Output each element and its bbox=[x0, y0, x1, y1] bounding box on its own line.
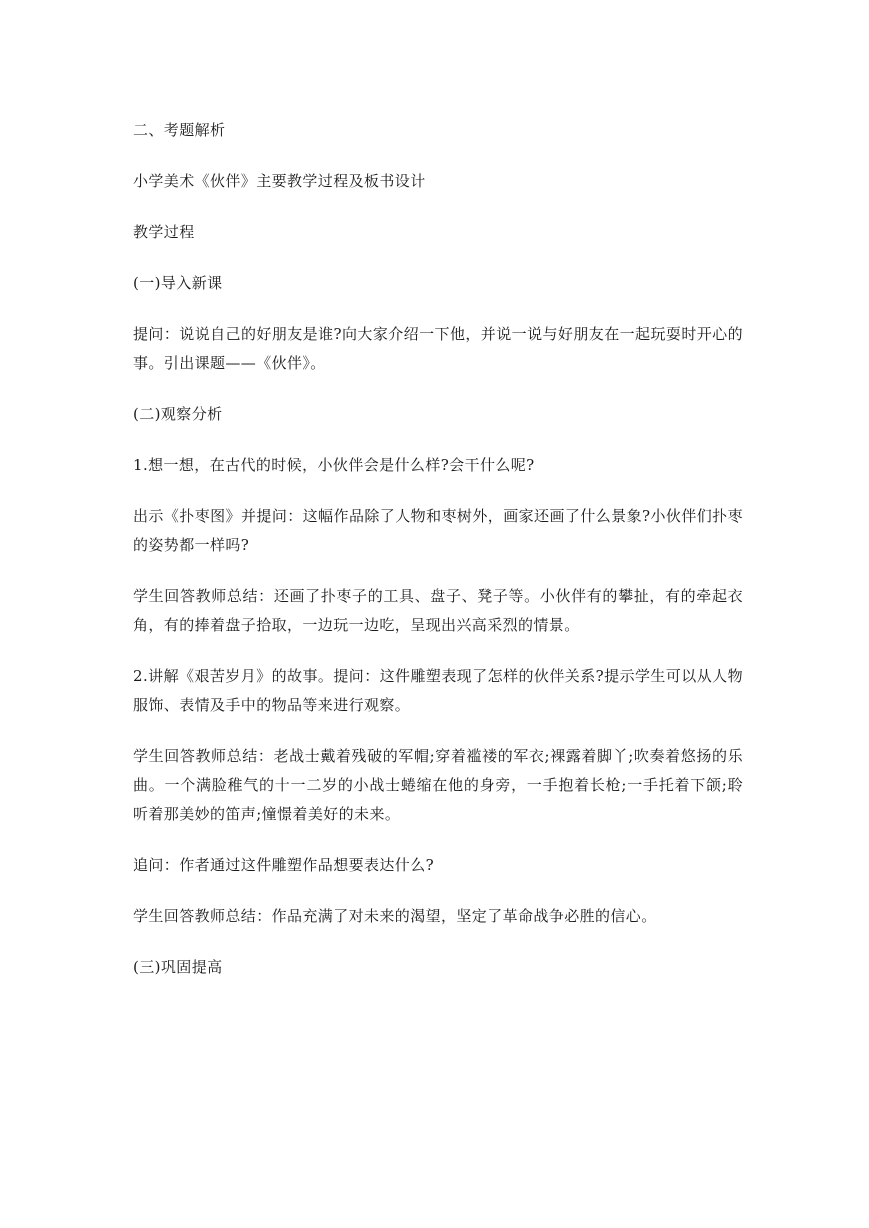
paragraph: 提问：说说自己的好朋友是谁?向大家介绍一下他，并说一说与好朋友在一起玩耍时开心的事。引出课题——《伙伴》。 bbox=[133, 325, 743, 372]
paragraph: 学生回答教师总结：作品充满了对未来的渴望，坚定了革命战争必胜的信心。 bbox=[133, 907, 657, 925]
step-heading-3: (三)巩固提高 bbox=[133, 958, 223, 976]
document-body bbox=[133, 116, 743, 1004]
subheading-teaching-process: 教学过程 bbox=[133, 223, 195, 241]
step-heading-1: (一)导入新课 bbox=[133, 274, 223, 292]
paragraph: 1.想一想，在古代的时候，小伙伴会是什么样?会干什么呢? bbox=[133, 456, 535, 474]
paragraph: 学生回答教师总结：还画了扑枣子的工具、盘子、凳子等。小伙伴有的攀扯，有的牵起衣角，有的捧着盘子拾取，一边玩一边吃，呈现出兴高采烈的情景。 bbox=[133, 587, 743, 634]
section-heading: 二、考题解析 bbox=[133, 121, 226, 139]
paragraph: 学生回答教师总结：老战士戴着残破的军帽;穿着褴褛的军衣;裸露着脚丫;吹奏着悠扬的乐曲。一个满脸稚气的十一二岁的小战士蜷缩在他的身旁，一手抱着长枪;一手托着下颌;聆听着那美妙的笛声;憧憬着美好的未来。 bbox=[133, 747, 743, 823]
lesson-title: 小学美术《伙伴》主要教学过程及板书设计 bbox=[133, 172, 426, 190]
paragraph: 追问：作者通过这件雕塑作品想要表达什么? bbox=[133, 856, 435, 874]
paragraph: 出示《扑枣图》并提问：这幅作品除了人物和枣树外，画家还画了什么景象?小伙伴们扑枣的姿势都一样吗? bbox=[133, 507, 743, 554]
step-heading-2: (二)观察分析 bbox=[133, 405, 223, 423]
paragraph: 2.讲解《艰苦岁月》的故事。提问：这件雕塑表现了怎样的伙伴关系?提示学生可以从人物服饰、表情及手中的物品等来进行观察。 bbox=[133, 667, 743, 714]
